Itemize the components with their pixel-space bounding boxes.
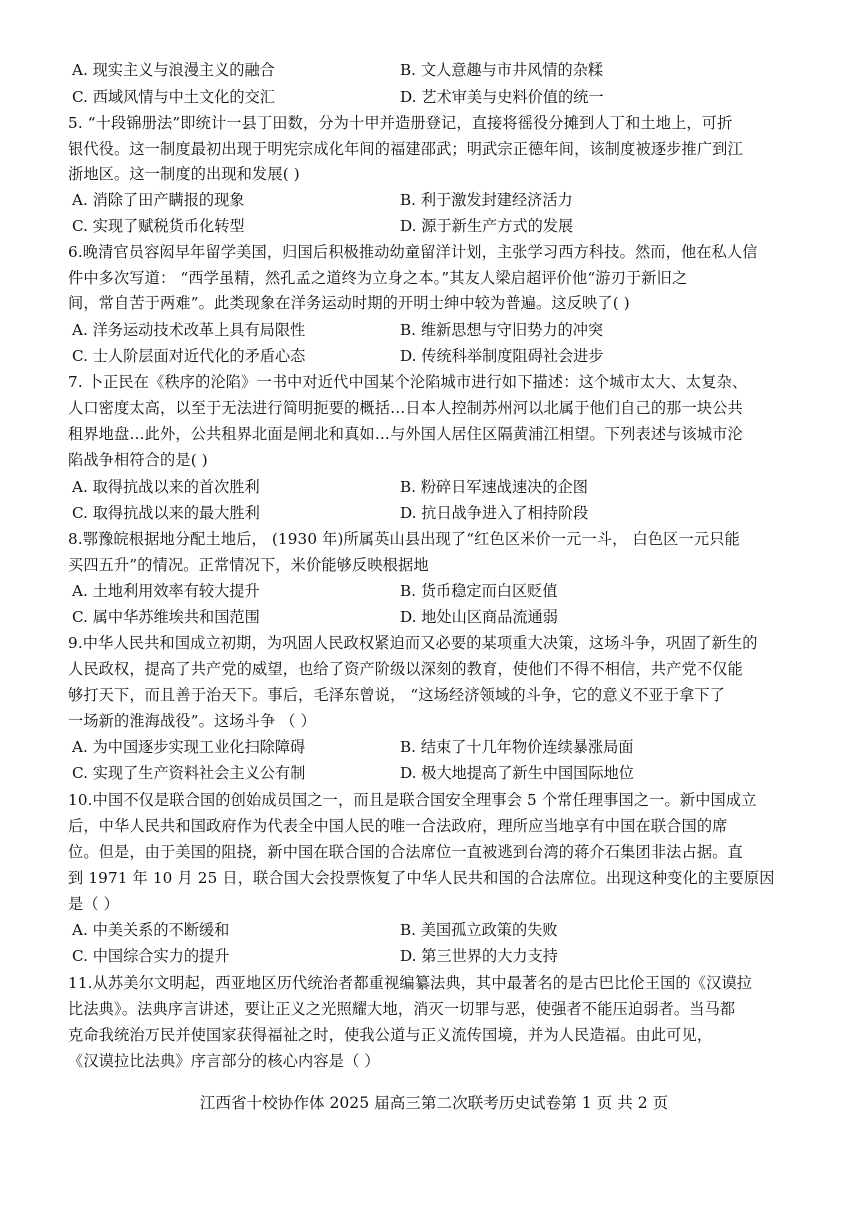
q6-option-c: C. 士人阶层面对近代化的矛盾心态 xyxy=(72,347,306,365)
q6-option-d: D. 传统科举制度阻碍社会进步 xyxy=(400,347,604,365)
page-footer: 江西省十校协作体 2025 届高三第二次联考历史试卷第 1 页 共 2 页 xyxy=(199,1094,669,1112)
q8-option-a: A. 土地利用效率有较大提升 xyxy=(72,582,260,600)
q4-option-b: B. 文人意趣与市井风情的杂糅 xyxy=(400,61,604,79)
q9-option-a: A. 为中国逐步实现工业化扫除障碍 xyxy=(72,738,306,756)
q8-option-c: C. 属中华苏维埃共和国范围 xyxy=(72,608,260,626)
q9-line-4: 一场新的淮海战役”。这场斗争 （ ） xyxy=(68,712,316,730)
q5-line-2: 银代役。这一制度最初出现于明宪宗成化年间的福建邵武；明武宗正德年间，该制度被逐步推广到江 xyxy=(68,140,743,158)
q11-line-1: 11.从苏美尔文明起，西亚地区历代统治者都重视编纂法典，其中最著名的是古巴比伦王国的《汉谟拉 xyxy=(68,974,753,992)
q11-line-3: 克命我统治万民并使国家获得福祉之时，使我公道与正义流传国境，并为人民造福。由此可见， xyxy=(68,1026,713,1044)
q5-option-c: C. 实现了赋税货币化转型 xyxy=(72,217,245,235)
q9-line-3: 够打天下，而且善于治天下。事后，毛泽东曾说， “这场经济领域的斗争，它的意义不亚于拿下了 xyxy=(68,686,726,704)
q7-line-1: 7. 卜正民在《秩序的沦陷》一书中对近代中国某个沦陷城市进行如下描述：这个城市太大、太复杂、 xyxy=(68,373,748,391)
q7-option-a: A. 取得抗战以来的首次胜利 xyxy=(72,478,260,496)
q8-line-2: 买四五升”的情况。正常情况下，米价能够反映根据地 xyxy=(68,556,429,574)
q9-option-c: C. 实现了生产资料社会主义公有制 xyxy=(72,764,306,782)
q10-line-4: 到 1971 年 10 月 25 日，联合国大会投票恢复了中华人民共和国的合法席位。出现这种变化的主要原因 xyxy=(68,869,775,887)
q10-line-5: 是（ ） xyxy=(68,895,119,913)
q11-line-2: 比法典》。法典序言讲述，要让正义之光照耀大地，消灭一切罪与恶，使强者不能压迫弱者。当马都 xyxy=(68,1000,736,1018)
q8-option-d: D. 地处山区商品流通弱 xyxy=(400,608,558,626)
q6-line-2: 件中多次写道： “西学虽精，然孔孟之道终为立身之本。”其友人梁启超评价他“游刃于新旧之 xyxy=(68,269,688,287)
q5-option-d: D. 源于新生产方式的发展 xyxy=(400,217,574,235)
q7-line-2: 人口密度太高，以至于无法进行简明扼要的概括…日本人控制苏州河以北属于他们自己的那一块公共 xyxy=(68,399,743,417)
q10-line-1: 10.中国不仅是联合国的创始成员国之一，而且是联合国安全理事会 5 个常任理事国之一。新中国成立 xyxy=(68,791,757,809)
q9-option-b: B. 结束了十几年物价连续暴涨局面 xyxy=(400,738,634,756)
q10-option-b: B. 美国孤立政策的失败 xyxy=(400,921,558,939)
q10-line-3: 位。但是，由于美国的阻挠，新中国在联合国的合法席位一直被逃到台湾的蒋介石集团非法占据。直 xyxy=(68,843,743,861)
q5-option-a: A. 消除了田产瞒报的现象 xyxy=(72,191,245,209)
q10-option-c: C. 中国综合实力的提升 xyxy=(72,947,230,965)
q8-line-1: 8.鄂豫皖根据地分配土地后， (1930 年)所属英山县出现了“红色区米价一元一斗， 白色区一元只能 xyxy=(68,530,740,548)
q6-option-a: A. 洋务运动技术改革上具有局限性 xyxy=(72,321,306,339)
q11-line-4: 《汉谟拉比法典》序言部分的核心内容是（ ） xyxy=(68,1052,380,1070)
q4-option-c: C. 西域风情与中土文化的交汇 xyxy=(72,88,275,106)
q7-option-b: B. 粉碎日军速战速决的企图 xyxy=(400,478,588,496)
q8-option-b: B. 货币稳定而白区贬值 xyxy=(400,582,558,600)
q5-option-b: B. 利于激发封建经济活力 xyxy=(400,191,573,209)
q9-line-1: 9.中华人民共和国成立初期，为巩固人民政权紧迫而又必要的某项重大决策，这场斗争，巩固了新生的 xyxy=(68,634,758,652)
q7-option-c: C. 取得抗战以来的最大胜利 xyxy=(72,504,260,522)
q5-line-3: 浙地区。这一制度的出现和发展( ) xyxy=(68,165,300,183)
q4-option-a: A. 现实主义与浪漫主义的融合 xyxy=(72,61,275,79)
q6-line-1: 6.晚清官员容闳早年留学美国，归国后积极推动幼童留洋计划，主张学习西方科技。然而，他在私人信 xyxy=(68,243,758,261)
q9-option-d: D. 极大地提高了新生中国国际地位 xyxy=(400,764,634,782)
q7-line-3: 租界地盘…此外，公共租界北面是闸北和真如…与外国人居住区隔黄浦江相望。下列表述与该城市沦 xyxy=(68,425,743,443)
q10-line-2: 后，中华人民共和国政府作为代表全中国人民的唯一合法政府，理所应当地享有中国在联合国的席 xyxy=(68,817,728,835)
q10-option-a: A. 中美关系的不断缓和 xyxy=(72,921,230,939)
q7-line-4: 陷战争相符合的是( ) xyxy=(68,451,208,469)
q6-line-3: 间，常自苦于两难”。此类现象在洋务运动时期的开明士绅中较为普遍。这反映了( ) xyxy=(68,294,630,312)
q9-line-2: 人民政权，提高了共产党的威望，也给了资产阶级以深刻的教育，使他们不得不相信，共产党不仅能 xyxy=(68,660,743,678)
q5-line-1: 5. “十段锦册法”即统计一县丁田数，分为十甲并造册登记，直接将徭役分摊到人丁和土地上，可折 xyxy=(68,114,733,132)
q4-option-d: D. 艺术审美与史料价值的统一 xyxy=(400,88,604,106)
q10-option-d: D. 第三世界的大力支持 xyxy=(400,947,558,965)
q6-option-b: B. 维新思想与守旧势力的冲突 xyxy=(400,321,604,339)
q7-option-d: D. 抗日战争进入了相持阶段 xyxy=(400,504,589,522)
